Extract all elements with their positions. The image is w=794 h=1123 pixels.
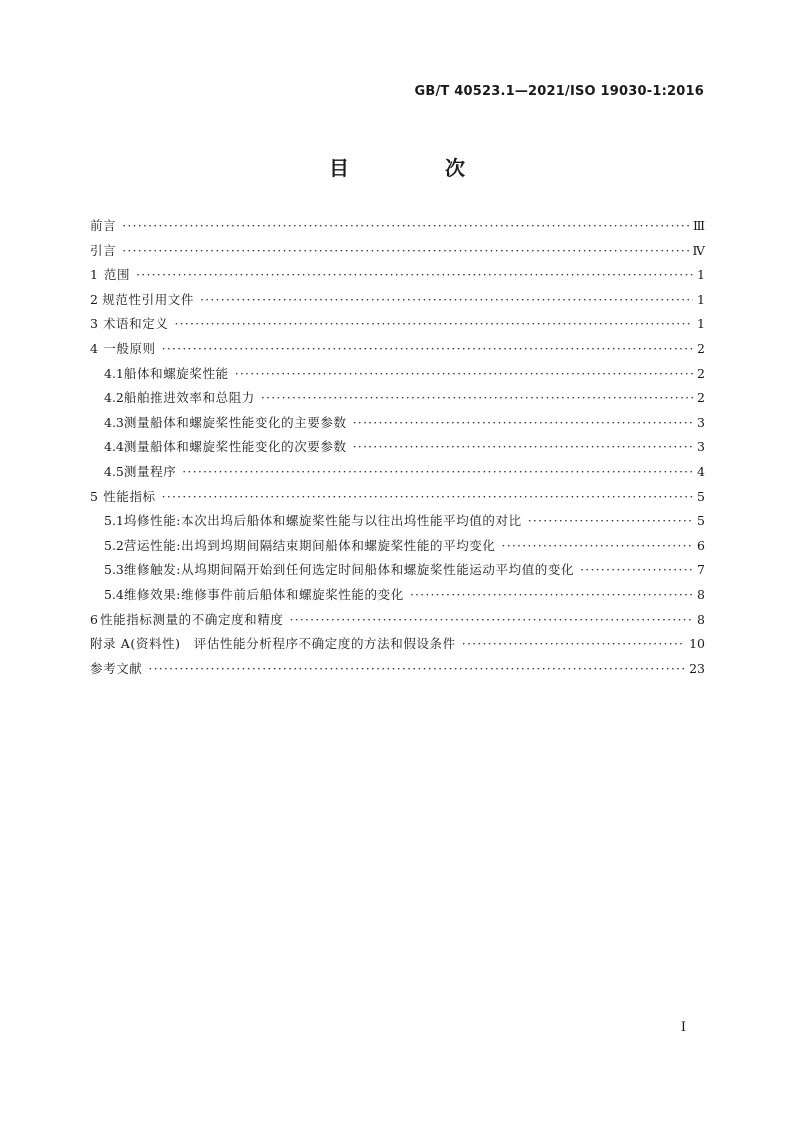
toc-entry[interactable]	[90, 487, 705, 512]
toc-entry-label: 规范性引用文件	[102, 291, 194, 307]
toc-entry-page: 3	[697, 414, 705, 430]
toc-entry[interactable]	[90, 585, 705, 610]
toc-leader-dots	[528, 513, 693, 528]
toc-entry-label: 附录 A(资料性) 评估性能分析程序不确定度的方法和假设条件	[90, 636, 456, 652]
toc-entry-page: 7	[697, 562, 705, 578]
toc-entry-page: 1	[697, 291, 705, 307]
toc-entry-number: 5.4	[104, 586, 124, 602]
toc-entry-label: 维修效果:维修事件前后船体和螺旋桨性能的变化	[123, 586, 404, 602]
toc-entry-page: 5	[697, 488, 705, 504]
toc-entry-page: 1	[697, 316, 705, 332]
toc-entry-label: 船体和螺旋桨性能	[123, 365, 229, 381]
toc-entry[interactable]	[90, 536, 705, 561]
toc-entry-label: 范围	[103, 267, 131, 283]
toc-entry-label: 测量程序	[123, 463, 177, 479]
toc-leader-dots	[462, 636, 685, 651]
toc-entry-number: 4.2	[104, 390, 124, 406]
toc-entry[interactable]	[90, 462, 705, 487]
toc-entry-label: 术语和定义	[102, 316, 169, 332]
toc-entry[interactable]	[90, 437, 705, 462]
toc-entry-label: 维修触发:从坞期间隔开始到任何选定时间船体和螺旋桨性能运动平均值的变化	[123, 562, 575, 578]
toc-entry-label: 引言	[90, 242, 117, 258]
toc-entry-label: 坞修性能:本次出坞后船体和螺旋桨性能与以往出坞性能平均值的对比	[123, 513, 522, 529]
toc-entry-label: 性能指标	[103, 488, 156, 504]
table-of-contents	[90, 216, 705, 683]
toc-entry[interactable]	[90, 413, 705, 438]
toc-entry[interactable]	[90, 659, 705, 684]
toc-entry-label: 测量船体和螺旋桨性能变化的主要参数	[123, 414, 347, 430]
toc-title: 目 次	[329, 156, 503, 180]
toc-entry-page: 1	[697, 267, 705, 283]
toc-entry-label: 参考文献	[90, 660, 143, 676]
toc-entry-label: 前言	[90, 218, 117, 233]
toc-entry-label: 性能指标测量的不确定度和精度	[100, 611, 284, 627]
toc-entry[interactable]	[90, 610, 705, 635]
toc-entry-number: 4.4	[104, 439, 124, 455]
toc-entry-label: 测量船体和螺旋桨性能变化的次要参数	[123, 439, 347, 455]
toc-leader-dots	[136, 267, 693, 282]
toc-entry[interactable]	[90, 241, 705, 266]
standard-code: GB/T 40523.1—2021/ISO 19030-1:2016	[414, 84, 704, 99]
toc-entry-number: 5.3	[104, 562, 124, 578]
toc-leader-dots	[200, 292, 693, 307]
toc-leader-dots	[410, 587, 693, 602]
toc-leader-dots	[148, 661, 685, 676]
toc-entry-number: 6	[90, 611, 98, 627]
toc-entry-page: 6	[697, 537, 705, 553]
toc-leader-dots	[162, 341, 693, 356]
toc-entry-page: 8	[697, 611, 705, 627]
toc-leader-dots	[122, 243, 688, 258]
toc-entry-label: 船舶推进效率和总阻力	[123, 390, 255, 406]
toc-leader-dots	[353, 415, 693, 430]
toc-entry-page: 8	[697, 586, 705, 602]
toc-entry-number: 4.3	[104, 414, 124, 430]
toc-entry-page: 10	[689, 636, 705, 652]
toc-entry-page: 4	[697, 463, 705, 479]
toc-entry[interactable]	[90, 216, 705, 241]
toc-entry[interactable]	[90, 388, 705, 413]
toc-entry-label: 营运性能:出坞到坞期间隔结束期间船体和螺旋桨性能的平均变化	[123, 537, 496, 553]
toc-entry-number: 5.1	[104, 513, 124, 529]
toc-entry-number: 3	[90, 316, 98, 332]
toc-entry[interactable]	[90, 560, 705, 585]
toc-entry[interactable]	[90, 265, 705, 290]
toc-entry-number: 1	[90, 267, 98, 283]
toc-leader-dots	[289, 612, 693, 627]
toc-entry-number: 4.1	[104, 365, 124, 381]
toc-entry[interactable]	[90, 511, 705, 536]
toc-leader-dots	[174, 316, 693, 331]
toc-leader-dots	[182, 464, 693, 479]
toc-entry-page: 2	[697, 340, 705, 356]
toc-entry-page: 2	[697, 365, 705, 381]
toc-entry-number: 4	[90, 340, 98, 356]
toc-leader-dots	[235, 366, 693, 381]
toc-leader-dots	[353, 439, 693, 454]
toc-entry[interactable]	[90, 364, 705, 389]
toc-entry-number: 5	[90, 488, 98, 504]
toc-entry[interactable]	[90, 634, 705, 659]
toc-entry[interactable]	[90, 339, 705, 364]
toc-leader-dots	[580, 562, 693, 577]
toc-entry-number: 2	[90, 291, 98, 307]
toc-entry-number: 4.5	[104, 463, 124, 479]
toc-entry[interactable]	[90, 290, 705, 315]
toc-entry-label: 一般原则	[103, 340, 156, 356]
toc-entry-page: Ⅲ	[692, 218, 705, 233]
footer-page-number: I	[680, 1020, 686, 1035]
toc-leader-dots	[162, 489, 693, 504]
toc-entry[interactable]	[90, 314, 705, 339]
toc-leader-dots	[502, 538, 693, 553]
toc-entry-page: 3	[697, 439, 705, 455]
toc-leader-dots	[261, 390, 693, 405]
toc-leader-dots	[122, 218, 689, 233]
toc-entry-page: 5	[697, 513, 705, 529]
toc-entry-number: 5.2	[104, 537, 124, 553]
toc-entry-page: 2	[697, 390, 705, 406]
toc-entry-page: Ⅳ	[692, 242, 705, 258]
toc-entry-page: 23	[689, 660, 705, 676]
